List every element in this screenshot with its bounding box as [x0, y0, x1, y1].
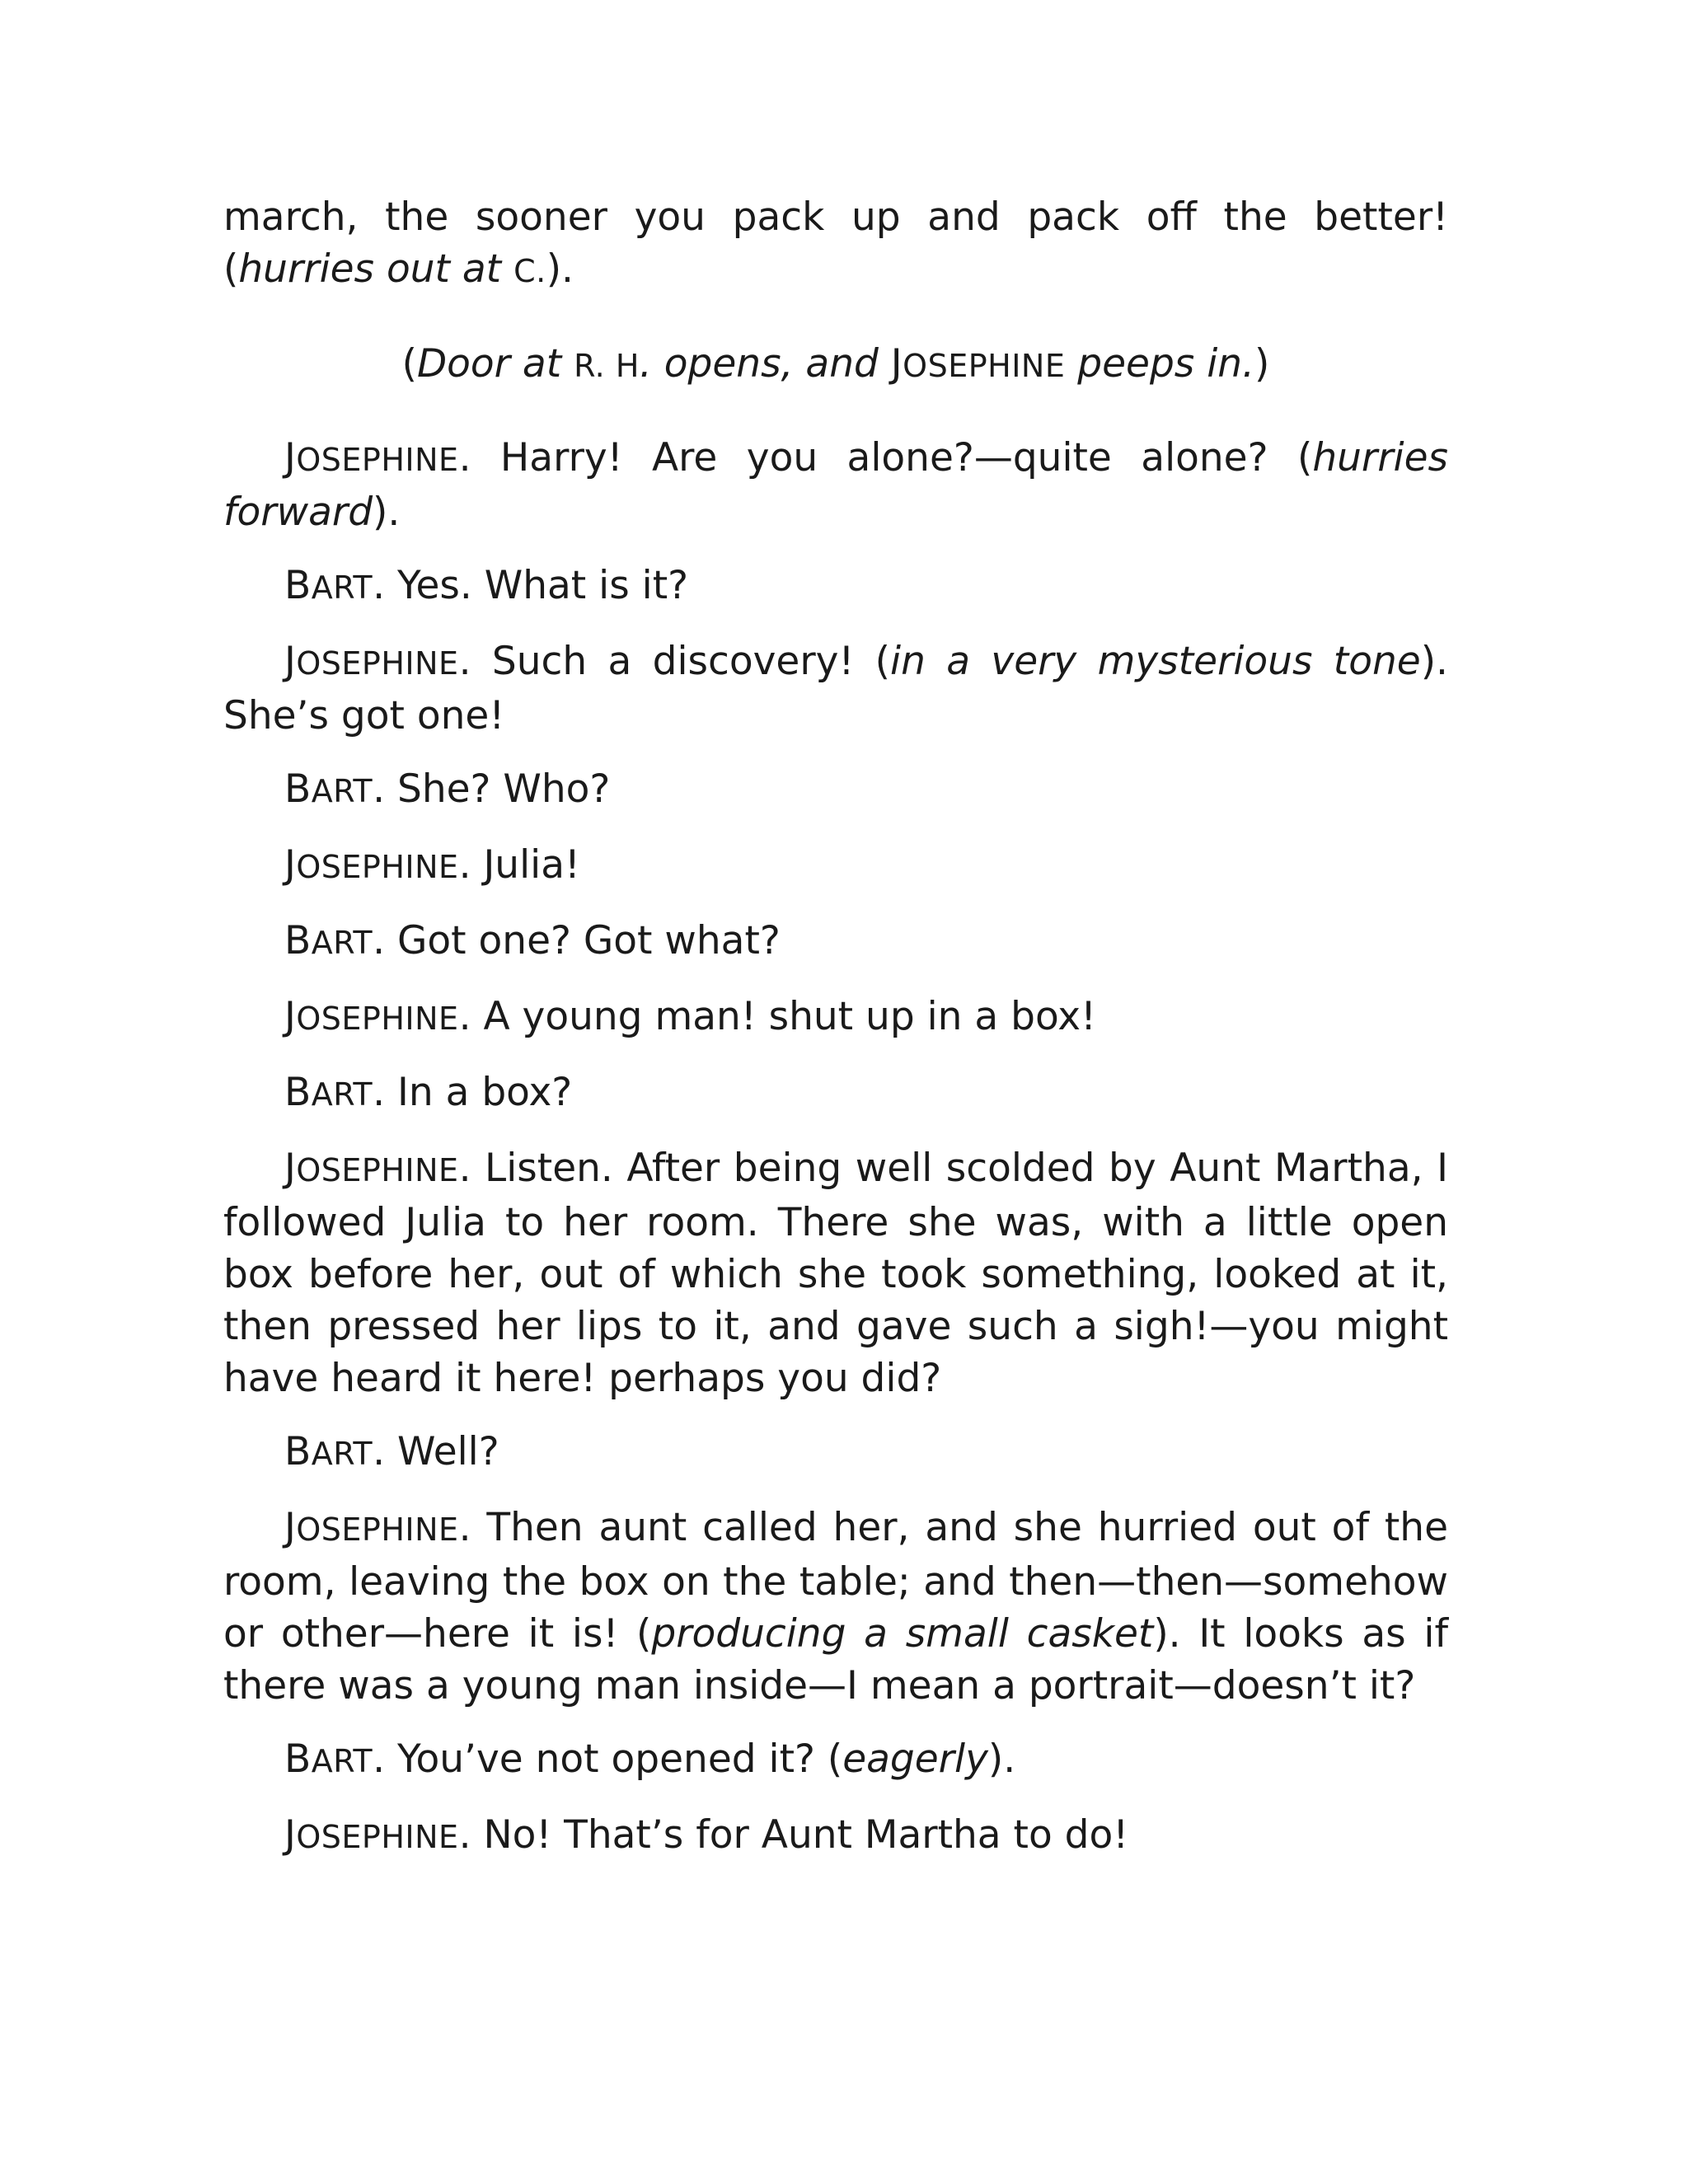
- stage-direction: . opens, and: [639, 341, 891, 387]
- paragraph-text: ).: [546, 246, 574, 292]
- dialogue-text: . Harry! Are you alone?—quite alone? (: [458, 435, 1313, 480]
- dialogue-text: ). She’s got one!: [223, 639, 1448, 738]
- dialogue-text: . Such a discovery! (: [458, 639, 891, 684]
- dialogue-text: . A young man! shut up in a box!: [458, 994, 1096, 1039]
- dialogue-text: ).: [373, 490, 401, 535]
- speaker-name: JOSEPHINE: [284, 1812, 459, 1858]
- speaker-name: JOSEPHINE: [284, 435, 459, 480]
- stage-direction: eagerly: [842, 1736, 988, 1782]
- speaker-name: BART: [284, 766, 373, 812]
- speaker-name: BART: [284, 1070, 373, 1115]
- text-block: [223, 191, 1448, 1885]
- stage-direction: hurries out at: [238, 246, 514, 292]
- dialogue-list: [223, 432, 1448, 1863]
- dialogue-line: [223, 1142, 1448, 1404]
- dialogue-text: . Yes. What is it?: [373, 563, 689, 608]
- dialogue-line: [223, 763, 1448, 818]
- stage-direction: hurries forward: [223, 435, 1448, 535]
- speaker-name: BART: [284, 1736, 373, 1782]
- stage-direction: Door at: [416, 341, 574, 387]
- dialogue-line: [223, 1502, 1448, 1712]
- character-name: JOSEPHINE: [890, 341, 1066, 387]
- paren-open: (: [401, 341, 417, 387]
- dialogue-text: . Listen. After being well scolded by Aunt Martha, I followed Julia to her room. There she was, with a little open box before her, out of which she took something, looked at it, then pressed her lips to it, and gave such a sigh!—you might have heard it here! perhaps you did?: [223, 1146, 1448, 1401]
- dialogue-text: . Then aunt called her, and she hurried out of the room, leaving the box on the table; and then—then—somehow or other—here it is! (: [223, 1505, 1448, 1657]
- stage-position: C.: [513, 253, 546, 289]
- stage-direction: peeps in.: [1065, 341, 1255, 387]
- dialogue-line: [223, 432, 1448, 538]
- dialogue-line: [223, 991, 1448, 1045]
- dialogue-line: [223, 1066, 1448, 1121]
- dialogue-text: ).: [987, 1736, 1016, 1782]
- dialogue-text: . In a box?: [373, 1070, 573, 1115]
- dialogue-text: . You’ve not opened it? (: [373, 1736, 843, 1782]
- dialogue-text: . Got one? Got what?: [373, 918, 781, 963]
- speaker-name: BART: [284, 918, 373, 963]
- dialogue-line: [223, 915, 1448, 969]
- dialogue-text: . She? Who?: [373, 766, 611, 812]
- stage-position: R. H: [574, 348, 640, 384]
- dialogue-text: ). It looks as if there was a young man inside—I mean a portrait—doesn’t it?: [223, 1611, 1448, 1708]
- dialogue-text: . No! That’s for Aunt Martha to do!: [458, 1812, 1129, 1858]
- stage-direction: producing a small casket: [651, 1611, 1154, 1657]
- paren-close: ): [1254, 341, 1270, 387]
- speaker-name: JOSEPHINE: [284, 1505, 459, 1550]
- continuation-paragraph: [223, 191, 1448, 298]
- dialogue-line: [223, 560, 1448, 614]
- dialogue-line: [223, 1733, 1448, 1788]
- speaker-name: JOSEPHINE: [284, 1146, 459, 1191]
- speaker-name: BART: [284, 563, 373, 608]
- dialogue-text: . Well?: [373, 1429, 499, 1474]
- speaker-name: JOSEPHINE: [284, 639, 459, 684]
- speaker-name: BART: [284, 1429, 373, 1474]
- dialogue-line: [223, 635, 1448, 742]
- dialogue-line: [223, 839, 1448, 893]
- paragraph-text: march, the sooner you pack up and pack off the better! (: [223, 194, 1448, 292]
- speaker-name: JOSEPHINE: [284, 994, 459, 1039]
- dialogue-line: [223, 1809, 1448, 1863]
- stage-direction-centered: [223, 338, 1448, 392]
- dialogue-line: [223, 1426, 1448, 1480]
- dialogue-text: . Julia!: [458, 842, 580, 888]
- stage-direction: in a very mysterious tone: [890, 639, 1421, 684]
- speaker-name: JOSEPHINE: [284, 842, 459, 888]
